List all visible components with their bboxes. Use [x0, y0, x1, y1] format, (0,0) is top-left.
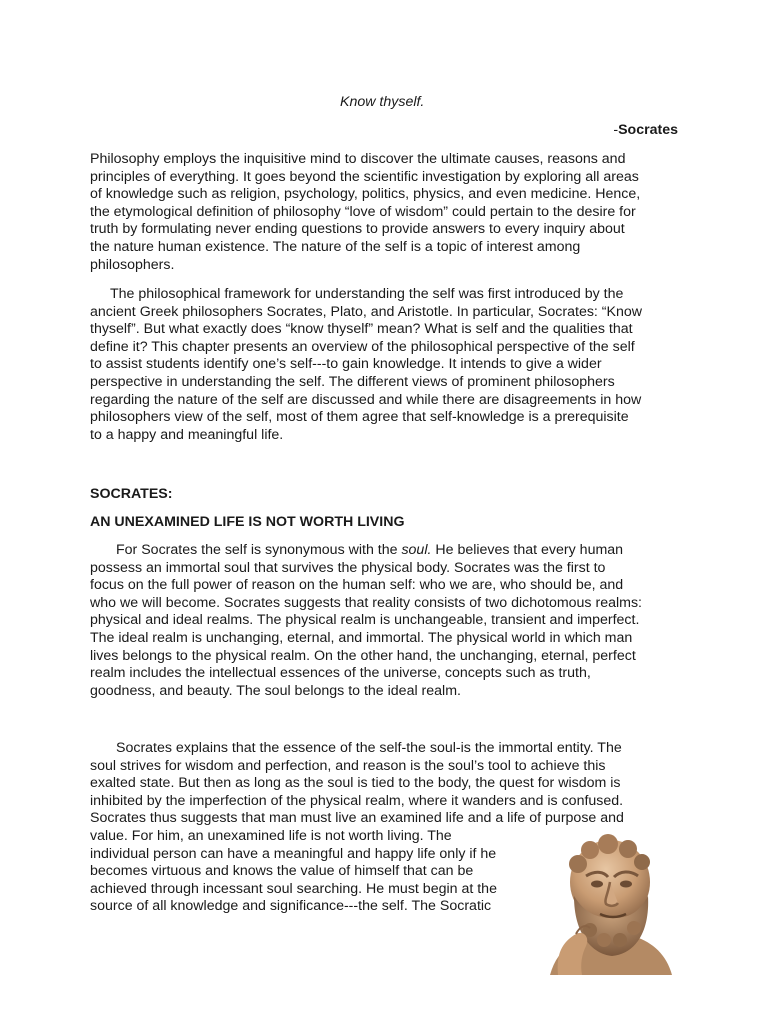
- text-line: source of all knowledge and significance---the self. The Socratic: [90, 898, 492, 915]
- text-line: the etymological definition of philosophy “love of wisdom” could pertain to the desire for: [90, 203, 636, 220]
- text-line: ancient Greek philosophers Socrates, Plato, and Aristotle. In particular, Socrates: “Know: [90, 303, 643, 320]
- text-line: Philosophy employs the inquisitive mind to discover the ultimate causes, reasons and: [90, 151, 626, 167]
- text-line: who we will become. Socrates suggests that reality consists of two dichotomous realms:: [90, 594, 642, 611]
- text-line: goodness, and beauty. The soul belongs to the ideal realm.: [90, 682, 461, 699]
- socrates-paragraph-1: [90, 542, 690, 700]
- section-heading: SOCRATES:: [90, 486, 173, 502]
- text-line: to a happy and meaningful life.: [90, 426, 284, 443]
- text-line: philosophers.: [90, 256, 175, 273]
- text-line: The philosophical framework for understanding the self was first introduced by the: [110, 286, 624, 302]
- epigraph-quote: Know thyself.: [340, 94, 425, 110]
- text-line: lives belongs to the physical realm. On the other hand, the unchanging, eternal, perfect: [90, 647, 636, 664]
- text-line: [90, 542, 690, 560]
- emphasis-soul: soul.: [401, 542, 432, 558]
- text-line: of knowledge such as religion, psychology, politics, physics, and even medicine. Hence,: [90, 186, 641, 203]
- text-line: define it? This chapter presents an overview of the philosophical perspective of the self: [90, 338, 635, 355]
- text-line: physical and ideal realms. The physical realm is unchangeable, transient and imperfect.: [90, 612, 640, 629]
- text-line: soul strives for wisdom and perfection, and reason is the soul’s tool to achieve this: [90, 757, 606, 774]
- text-line: to assist students identify one’s self---to gain knowledge. It intends to give a wider: [90, 356, 602, 373]
- text-line: focus on the full power of reason on the human self: who we are, who should be, and: [90, 577, 624, 594]
- text-fragment: He believes that every human: [431, 542, 624, 558]
- epigraph-attribution: [613, 122, 678, 140]
- text-line: Socrates thus suggests that man must live an examined life and a life of purpose and: [90, 810, 624, 827]
- socrates-statue-image: [540, 834, 679, 975]
- text-line: The ideal realm is unchanging, eternal, and immortal. The physical world in which man: [90, 629, 633, 646]
- section-subheading: AN UNEXAMINED LIFE IS NOT WORTH LIVING: [90, 514, 405, 530]
- text-line: philosophers view of the self, most of them agree that self-knowledge is a prerequisite: [90, 409, 629, 426]
- text-line: truth by formulating never ending questions to provide answers to every inquiry about: [90, 221, 625, 238]
- text-line: realm includes the intellectual essences of the universe, concepts such as truth,: [90, 665, 591, 682]
- text-line: inhibited by the imperfection of the physical realm, where it wanders and is confused.: [90, 792, 624, 809]
- intro-paragraph-2: [90, 286, 690, 444]
- text-line: possess an immortal soul that survives the physical body. Socrates was the first to: [90, 559, 606, 576]
- attribution-author: Socrates: [618, 122, 678, 138]
- text-line: principles of everything. It goes beyond the scientific investigation by exploring all areas: [90, 168, 639, 185]
- text-line: Socrates explains that the essence of the self-the soul-is the immortal entity. The: [116, 740, 622, 756]
- text-line: perspective in understanding the self. The different views of prominent philosophers: [90, 373, 615, 390]
- text-line: thyself”. But what exactly does “know thyself” mean? What is self and the qualities that: [90, 321, 633, 338]
- text-fragment: For Socrates the self is synonymous with the: [116, 542, 402, 558]
- text-line: regarding the nature of the self are discussed and while there are disagreements in how: [90, 391, 642, 408]
- text-line: value. For him, an unexamined life is not worth living. The: [90, 827, 452, 844]
- attribution-dash: -: [613, 122, 619, 138]
- text-line: achieved through incessant soul searching. He must begin at the: [90, 880, 497, 897]
- text-line: becomes virtuous and knows the value of himself that can be: [90, 863, 474, 880]
- text-line: individual person can have a meaningful and happy life only if he: [90, 845, 497, 862]
- text-line: exalted state. But then as long as the soul is tied to the body, the quest for wisdom is: [90, 775, 621, 792]
- statue-illustration: [540, 834, 679, 975]
- text-line: the nature human existence. The nature of the self is a topic of interest among: [90, 238, 581, 255]
- intro-paragraph-1: [90, 151, 690, 274]
